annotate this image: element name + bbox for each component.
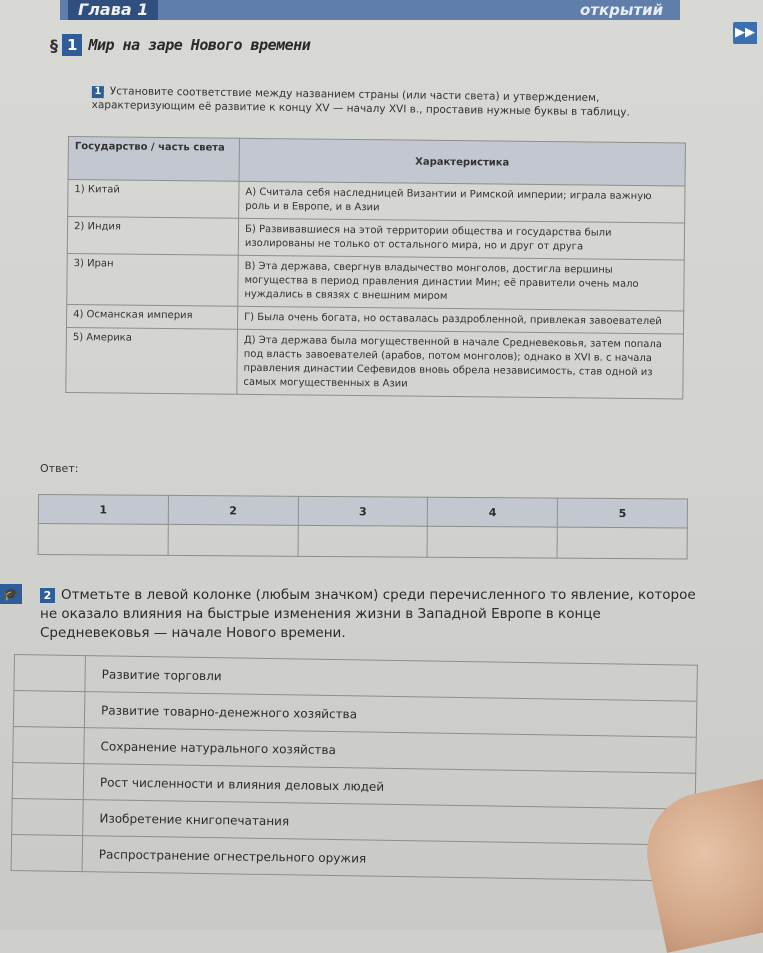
- task-2-instructions: [40, 586, 700, 643]
- mark-cell[interactable]: [11, 834, 83, 871]
- fast-forward-icon[interactable]: ▶▶: [733, 22, 757, 44]
- characteristic-cell: В) Эта держава, свергнув владычество монголов, достигла вершины могущества в период правления династии Мин; её правители очень мало нуждались в связях с внешним миром: [238, 255, 685, 311]
- task-1-number: 1: [92, 86, 104, 98]
- answer-header-5: 5: [557, 498, 687, 528]
- mark-cell[interactable]: [12, 798, 84, 835]
- state-cell: 2) Индия: [67, 217, 238, 256]
- column-header-state: Государство / часть света: [68, 137, 239, 182]
- state-cell: 1) Китай: [68, 180, 239, 219]
- answer-cell-4[interactable]: [427, 526, 557, 558]
- task-1-instructions: [92, 84, 662, 120]
- answer-header-1: 1: [38, 495, 168, 525]
- answer-cell-2[interactable]: [168, 524, 298, 556]
- answer-cell-1[interactable]: [38, 524, 168, 556]
- answer-table: [38, 494, 688, 560]
- section-number: 1: [62, 34, 82, 56]
- table-row: [68, 180, 685, 223]
- mark-cell[interactable]: [14, 655, 86, 692]
- phenomenon-cell: Рост численности и влияния деловых людей: [83, 764, 695, 810]
- answer-cell-3[interactable]: [298, 525, 428, 557]
- answer-label: Ответ:: [40, 462, 79, 475]
- phenomenon-cell: Распространение огнестрельного оружия: [82, 836, 694, 882]
- paragraph-symbol: §: [50, 35, 58, 55]
- task-1-text: Установите соответствие между названием страны (или части света) и утверждением, характеризующим её развитие к концу XV — началу XVI в., проставив нужные буквы в таблицу.: [91, 85, 630, 119]
- section-heading: [50, 34, 310, 56]
- table-row: [67, 253, 685, 310]
- mark-cell[interactable]: [13, 726, 85, 763]
- state-cell: 4) Османская империя: [66, 304, 237, 329]
- answer-cell-5[interactable]: [557, 527, 687, 559]
- answer-header-2: 2: [168, 495, 298, 525]
- answer-header-3: 3: [298, 496, 428, 526]
- chapter-title-tail: открытий: [580, 1, 664, 19]
- phenomenon-cell: Развитие товарно-денежного хозяйства: [84, 692, 696, 738]
- mark-cell[interactable]: [13, 691, 85, 728]
- task-2-number: 2: [40, 588, 55, 603]
- column-header-characteristic: Характеристика: [239, 138, 685, 186]
- phenomenon-cell: Сохранение натурального хозяйства: [84, 728, 696, 774]
- matching-table: [65, 136, 686, 399]
- answer-header-4: 4: [428, 497, 558, 527]
- section-title: Мир на заре Нового времени: [88, 36, 311, 54]
- characteristic-cell: Г) Была очень богата, но оставалась раздробленной, привлекая завоевателей: [237, 306, 683, 334]
- phenomenon-cell: Изобретение книгопечатания: [83, 800, 695, 846]
- characteristic-cell: Д) Эта держава была могущественной в начале Средневековья, затем попала под власть завоевателей (арабов, потом монголов); однако в XVI в. с начала правления династии Сефевидов вновь обрела независимость, став одной из самых могущественных в Азии: [237, 329, 684, 399]
- task-2-text: Отметьте в левой колонке (любым значком) среди перечисленного то явление, которое не оказало влияния на быстрые изменения жизни в Западной Европе в конце Средневековья — начале Нового времени.: [40, 587, 696, 641]
- chapter-label: Глава 1: [68, 0, 158, 20]
- characteristic-cell: Б) Развивавшиеся на этой территории общества и государства были изолированы не только от остального мира, но и друг от друга: [238, 218, 684, 260]
- mark-cell[interactable]: [12, 762, 84, 799]
- characteristic-cell: А) Считала себя наследницей Византии и Римской империи; играла важную роль и в Европе, и в Азии: [239, 181, 685, 223]
- state-cell: 5) Америка: [66, 327, 238, 394]
- phenomenon-cell: Развитие торговли: [85, 656, 697, 702]
- state-cell: 3) Иран: [67, 253, 239, 306]
- table-row: [67, 217, 684, 260]
- graduation-cap-icon: 🎓: [0, 584, 22, 604]
- table-row: [66, 327, 684, 398]
- phenomena-table: [11, 654, 698, 882]
